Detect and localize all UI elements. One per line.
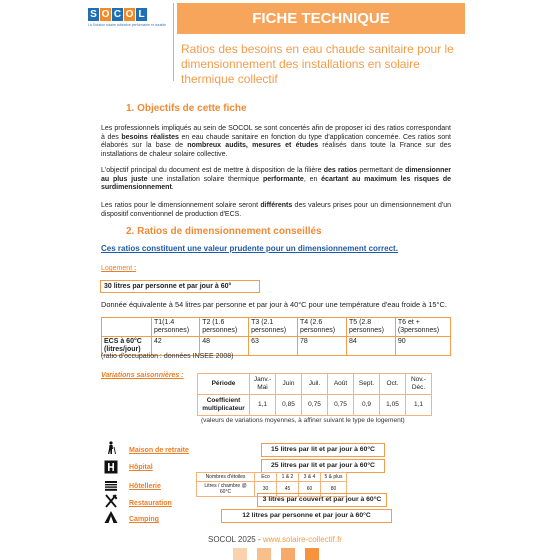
section-2-title: 2. Ratios de dimensionnement conseillés xyxy=(126,226,322,237)
elderly-person-icon xyxy=(104,441,118,455)
hotel-table-cell: 30 xyxy=(255,482,277,497)
paragraph-2: L'objectif principal du document est de mettre à disposition de la filière des ratios permettant de dimensionner au plus juste une installation solaire thermique performante, en écartant au maximum les risques de surdimensionnement. xyxy=(101,167,452,192)
hotel-table-cell: 5 & plus xyxy=(321,473,347,482)
season-label: Variations saisonnières : xyxy=(101,372,184,379)
logo-letter: S xyxy=(88,8,99,21)
paragraph-3: Les ratios pour le dimensionnement solaire seront différents des valeurs prises pour un dimensionnement d'un dispositif conventionnel de production d'ECS. xyxy=(101,202,451,218)
ratio-table-cell: 78 xyxy=(298,337,347,356)
ratio-table-cell: 90 xyxy=(395,337,450,356)
season-period: Août xyxy=(328,374,354,395)
season-period: Nov.-Déc. xyxy=(406,374,432,395)
season-coef: 1,05 xyxy=(380,395,406,416)
ratio-table-cell: 42 xyxy=(152,337,200,356)
footer xyxy=(0,535,550,545)
fork-knife-icon xyxy=(104,494,118,508)
season-coef: 0,85 xyxy=(276,395,302,416)
footer-color-bar xyxy=(257,548,271,560)
ratio-table-header: T6 et + (3personnes) xyxy=(395,318,450,337)
footer-decoration xyxy=(233,548,319,560)
hotel-table-cell: 80 xyxy=(321,482,347,497)
sector-label-restauration: Restauration xyxy=(129,500,172,507)
occupancy-note: (ratio d'occupation : données INSEE 2008) xyxy=(101,353,234,360)
hotel-table-cell: 3 & 4 xyxy=(299,473,321,482)
sector-label-camping: Camping xyxy=(129,516,159,523)
logo-letter: L xyxy=(136,8,147,21)
paragraph-1: Les professionnels impliqués au sein de SOCOL se sont concertés afin de proposer ici des ratios correspondant à des besoins réalistes en eau chaude sanitaire en fonction du type d'application concernée. Ces ratios sont élaborés sur la base de nombreux audits, mesures et études réalisés dans toute la France sur des installations de chaleur solaire collective. xyxy=(101,125,452,158)
season-period: Juil. xyxy=(302,374,328,395)
hotel-table-cell: Eco xyxy=(255,473,277,482)
page-title: FICHE TECHNIQUE xyxy=(177,3,465,34)
season-coef-row xyxy=(198,395,432,416)
hotel-table-cell: 45 xyxy=(277,482,299,497)
sector-label-hotellerie: Hôtellerie xyxy=(129,483,161,490)
sector-value-maison-retraite: 15 litres par lit et par jour à 60°C xyxy=(261,443,385,457)
ratio-table-cell: 48 xyxy=(200,337,249,356)
section-1-title: 1. Objectifs de cette fiche xyxy=(126,103,247,114)
ratio-table-header: T2 (1.6 personnes) xyxy=(200,318,249,337)
ratio-table-header: T4 (2.6 personnes) xyxy=(298,318,347,337)
season-row-label: Coefficient multiplicateur xyxy=(198,395,250,416)
sector-value-camping: 12 litres par personne et par jour à 60°C xyxy=(221,509,392,523)
hotel-table-cell: 60 xyxy=(299,482,321,497)
season-coef: 0,75 xyxy=(302,395,328,416)
hotel-table-cell: 1 & 2 xyxy=(277,473,299,482)
sector-label-maison-retraite: Maison de retraite xyxy=(129,447,189,454)
hospital-icon xyxy=(104,460,118,474)
logement-value-box: 30 litres par personne et par jour à 60° xyxy=(100,280,260,293)
header-divider xyxy=(173,3,174,81)
ratio-table-cell: 84 xyxy=(346,337,395,356)
ratio-table-header: T5 (2.8 personnes) xyxy=(346,318,395,337)
hotel-table-stars-row xyxy=(197,473,347,482)
footer-color-bar xyxy=(305,548,319,560)
sector-label-hopital: Hôpital xyxy=(129,464,153,471)
logo-tagline: La Solution solaire collective performante et durable xyxy=(88,23,167,27)
logo-letter: C xyxy=(113,9,122,20)
logo-letter: O xyxy=(101,9,110,20)
season-coef: 0,75 xyxy=(328,395,354,416)
season-period-row xyxy=(198,374,432,395)
socol-logo xyxy=(88,8,166,34)
footer-color-bar xyxy=(233,548,247,560)
ratio-table-header: T1(1.4 personnes) xyxy=(152,318,200,337)
sector-value-restauration: 3 litres par couvert et par jour à 60°C xyxy=(257,493,387,507)
season-coef: 0,9 xyxy=(354,395,380,416)
footer-text: SOCOL 2025 - xyxy=(208,535,263,544)
season-coef: 1,1 xyxy=(406,395,432,416)
ratio-table-cell: 63 xyxy=(249,337,298,356)
season-period: Sept. xyxy=(354,374,380,395)
hotel-table-cell: Litres / chambre @ 60°C xyxy=(197,482,255,497)
logo-letters xyxy=(88,8,147,21)
season-note: (valeurs de variations moyennes, à affiner suivant le type de logement) xyxy=(201,417,405,424)
logo-letter: O xyxy=(125,9,134,20)
tent-icon xyxy=(104,510,118,524)
section-2-subtitle: Ces ratios constituent une valeur prudente pour un dimensionnement correct. xyxy=(101,244,398,253)
hotel-table-cell: Nombres d'étoiles xyxy=(197,473,255,482)
season-period: Janv.-Mai xyxy=(250,374,276,395)
sector-value-hopital: 25 litres par lit et par jour à 60°C xyxy=(261,459,385,473)
ratio-table-corner xyxy=(102,318,152,337)
intro-text: Ratios des besoins en eau chaude sanitaire pour le dimensionnement des installations en solaire thermique collectif xyxy=(181,42,454,86)
hotel-bed-icon xyxy=(104,478,118,492)
season-coef: 1,1 xyxy=(250,395,276,416)
footer-url[interactable]: www.solaire-collectif.fr xyxy=(262,535,342,544)
logement-label: Logement : xyxy=(101,265,137,272)
footer-color-bar xyxy=(281,548,295,560)
ratio-table-header: T3 (2.1 personnes) xyxy=(249,318,298,337)
season-period: Oct. xyxy=(380,374,406,395)
ratio-table-row-label: ECS à 60°C (litres/jour) xyxy=(102,337,152,356)
season-period: Juin xyxy=(276,374,302,395)
ratio-table-header-row xyxy=(102,318,451,337)
season-row-label: Période xyxy=(198,374,250,395)
ratio-table xyxy=(101,317,451,356)
equivalence-text: Donnée équivalente à 54 litres par personne et par jour à 40°C pour une température d'eau froide à 15°C. xyxy=(101,300,447,309)
season-table xyxy=(197,373,432,416)
